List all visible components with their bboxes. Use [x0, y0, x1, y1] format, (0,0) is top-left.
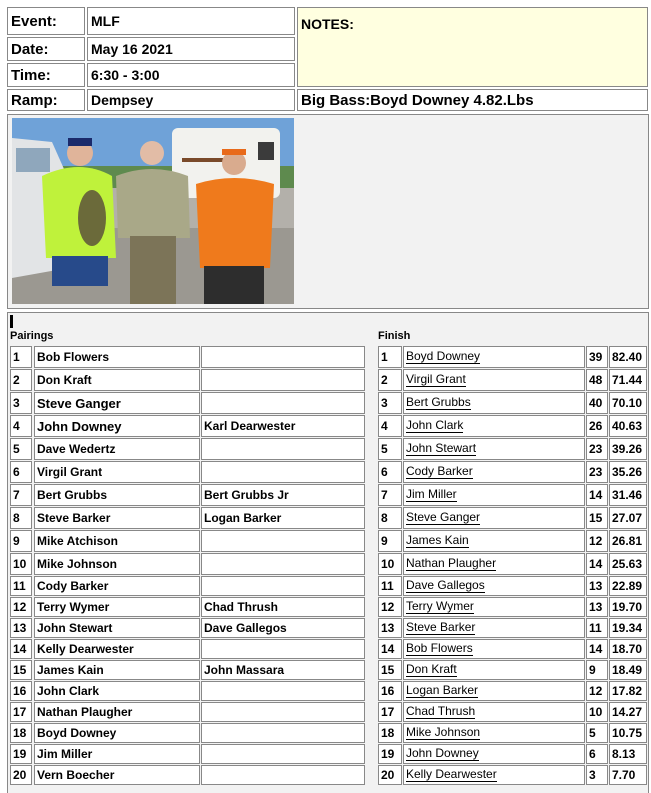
finish-points: 23: [586, 461, 608, 483]
time-value: 6:30 - 3:00: [87, 63, 295, 87]
pair-angler-2: John Massara: [201, 660, 365, 680]
pair-number: 16: [10, 681, 32, 701]
table-row: [8, 369, 650, 392]
table-row: [8, 484, 650, 507]
finish-place: 8: [378, 507, 402, 529]
finish-total: 14.27: [609, 702, 647, 722]
finish-total: 19.34: [609, 618, 647, 638]
photo-panel: [7, 114, 649, 309]
finish-total: 26.81: [609, 530, 647, 552]
pair-number: 4: [10, 415, 32, 437]
pair-number: 2: [10, 369, 32, 391]
date-value: May 16 2021: [87, 37, 295, 61]
finish-total: 19.70: [609, 597, 647, 617]
finish-total: 7.70: [609, 765, 647, 785]
table-row: [8, 507, 650, 530]
table-row: [8, 530, 650, 553]
finish-points: 12: [586, 681, 608, 701]
finish-points: 13: [586, 597, 608, 617]
finish-angler: [403, 369, 585, 391]
finish-angler: [403, 346, 585, 368]
pairings-heading: Pairings: [10, 330, 54, 342]
finish-points: 13: [586, 576, 608, 596]
event-label: Event:: [7, 7, 85, 35]
finish-points: 48: [586, 369, 608, 391]
finish-angler: [403, 576, 585, 596]
finish-angler: [403, 392, 585, 414]
pair-angler-1: Boyd Downey: [34, 723, 200, 743]
finish-points: 14: [586, 639, 608, 659]
results-panel: [7, 312, 649, 793]
pair-angler-1: Terry Wymer: [34, 597, 200, 617]
finish-place: 12: [378, 597, 402, 617]
pair-angler-1: John Clark: [34, 681, 200, 701]
pair-number: 18: [10, 723, 32, 743]
pair-number: 20: [10, 765, 32, 785]
pair-angler-1: John Stewart: [34, 618, 200, 638]
big-bass: Big Bass:Boyd Downey 4.82.Lbs: [297, 89, 648, 111]
finish-place: 5: [378, 438, 402, 460]
finish-points: 40: [586, 392, 608, 414]
finish-place: 1: [378, 346, 402, 368]
finish-angler: [403, 484, 585, 506]
table-row: [8, 415, 650, 438]
finish-place: 11: [378, 576, 402, 596]
notes-label: NOTES:: [301, 16, 354, 32]
finish-angler: [403, 639, 585, 659]
text-cursor: [10, 315, 13, 328]
finish-angler-name: Mike Johnson: [406, 725, 481, 739]
finish-angler-name: Don Kraft: [406, 662, 457, 676]
finish-points: 39: [586, 346, 608, 368]
finish-points: 10: [586, 702, 608, 722]
table-row: [8, 681, 650, 702]
pair-number: 6: [10, 461, 32, 483]
finish-place: 19: [378, 744, 402, 764]
finish-angler-name: John Clark: [406, 418, 464, 432]
finish-total: 22.89: [609, 576, 647, 596]
table-row: [8, 438, 650, 461]
event-value: MLF: [87, 7, 295, 35]
finish-place: 20: [378, 765, 402, 785]
finish-points: 6: [586, 744, 608, 764]
date-label: Date:: [7, 37, 85, 61]
finish-angler: [403, 723, 585, 743]
pair-angler-1: John Downey: [34, 415, 200, 437]
finish-angler-name: Boyd Downey: [406, 349, 481, 363]
finish-angler-name: Cody Barker: [406, 464, 473, 478]
finish-angler-name: Dave Gallegos: [406, 578, 485, 592]
pair-number: 7: [10, 484, 32, 506]
pair-number: 1: [10, 346, 32, 368]
finish-place: 4: [378, 415, 402, 437]
table-row: [8, 702, 650, 723]
finish-points: 15: [586, 507, 608, 529]
finish-total: 82.40: [609, 346, 647, 368]
table-row: [8, 392, 650, 415]
pair-angler-1: Don Kraft: [34, 369, 200, 391]
finish-total: 71.44: [609, 369, 647, 391]
finish-angler: [403, 744, 585, 764]
pair-angler-1: Bob Flowers: [34, 346, 200, 368]
finish-angler: [403, 553, 585, 575]
finish-angler-name: Chad Thrush: [406, 704, 476, 718]
table-row: [8, 576, 650, 597]
pair-angler-1: Steve Ganger: [34, 392, 200, 414]
pair-angler-1: Dave Wedertz: [34, 438, 200, 460]
finish-total: 39.26: [609, 438, 647, 460]
finish-angler-name: Virgil Grant: [406, 372, 466, 386]
pair-number: 12: [10, 597, 32, 617]
pair-angler-2: Logan Barker: [201, 507, 365, 529]
table-row: [8, 744, 650, 765]
pair-number: 3: [10, 392, 32, 414]
pair-angler-1: Mike Atchison: [34, 530, 200, 552]
finish-angler: [403, 415, 585, 437]
finish-total: 35.26: [609, 461, 647, 483]
pair-number: 14: [10, 639, 32, 659]
finish-points: 14: [586, 553, 608, 575]
finish-place: 9: [378, 530, 402, 552]
finish-points: 5: [586, 723, 608, 743]
finish-points: 12: [586, 530, 608, 552]
finish-angler-name: Nathan Plaugher: [406, 556, 497, 570]
finish-angler-name: Steve Barker: [406, 620, 476, 634]
pair-angler-1: Jim Miller: [34, 744, 200, 764]
finish-place: 15: [378, 660, 402, 680]
finish-angler-name: Terry Wymer: [406, 599, 474, 613]
pair-angler-2: Chad Thrush: [201, 597, 365, 617]
pair-angler-1: Steve Barker: [34, 507, 200, 529]
finish-angler: [403, 618, 585, 638]
ramp-value: Dempsey: [87, 89, 295, 111]
finish-points: 11: [586, 618, 608, 638]
pair-angler-1: James Kain: [34, 660, 200, 680]
finish-total: 10.75: [609, 723, 647, 743]
table-row: [8, 597, 650, 618]
table-row: [8, 723, 650, 744]
finish-total: 8.13: [609, 744, 647, 764]
finish-angler: [403, 507, 585, 529]
finish-angler: [403, 597, 585, 617]
finish-total: 40.63: [609, 415, 647, 437]
finish-angler-name: John Stewart: [406, 441, 477, 455]
finish-total: 27.07: [609, 507, 647, 529]
finish-angler-name: James Kain: [406, 533, 469, 547]
finish-total: 18.70: [609, 639, 647, 659]
finish-total: 18.49: [609, 660, 647, 680]
table-row: [8, 765, 650, 786]
table-row: [8, 618, 650, 639]
finish-place: 18: [378, 723, 402, 743]
finish-angler-name: Bert Grubbs: [406, 395, 471, 409]
pair-number: 8: [10, 507, 32, 529]
finish-angler-name: Jim Miller: [406, 487, 457, 501]
finish-place: 17: [378, 702, 402, 722]
pair-angler-1: Bert Grubbs: [34, 484, 200, 506]
finish-angler-name: Bob Flowers: [406, 641, 473, 655]
pair-number: 19: [10, 744, 32, 764]
event-header: [5, 5, 650, 113]
finish-points: 9: [586, 660, 608, 680]
pair-angler-1: Cody Barker: [34, 576, 200, 596]
finish-angler-name: John Downey: [406, 746, 479, 760]
ramp-label: Ramp:: [7, 89, 85, 111]
pair-number: 13: [10, 618, 32, 638]
finish-angler: [403, 438, 585, 460]
table-row: [8, 639, 650, 660]
pair-number: 11: [10, 576, 32, 596]
finish-total: 25.63: [609, 553, 647, 575]
time-label: Time:: [7, 63, 85, 87]
table-row: [8, 461, 650, 484]
finish-place: 6: [378, 461, 402, 483]
pair-angler-1: Virgil Grant: [34, 461, 200, 483]
finish-angler-name: Logan Barker: [406, 683, 479, 697]
finish-angler: [403, 660, 585, 680]
finish-place: 2: [378, 369, 402, 391]
pair-angler-2: Bert Grubbs Jr: [201, 484, 365, 506]
finish-place: 13: [378, 618, 402, 638]
pair-angler-2: Dave Gallegos: [201, 618, 365, 638]
finish-place: 3: [378, 392, 402, 414]
finish-heading: Finish: [378, 330, 411, 342]
finish-total: 31.46: [609, 484, 647, 506]
finish-total: 70.10: [609, 392, 647, 414]
finish-points: 14: [586, 484, 608, 506]
table-row: [8, 660, 650, 681]
finish-place: 16: [378, 681, 402, 701]
finish-angler: [403, 702, 585, 722]
finish-points: 23: [586, 438, 608, 460]
finish-total: 17.82: [609, 681, 647, 701]
finish-angler: [403, 765, 585, 785]
table-row: [8, 346, 650, 369]
finish-points: 3: [586, 765, 608, 785]
pair-number: 15: [10, 660, 32, 680]
pair-number: 9: [10, 530, 32, 552]
finish-angler: [403, 461, 585, 483]
finish-angler: [403, 681, 585, 701]
table-row: [8, 553, 650, 576]
pair-number: 5: [10, 438, 32, 460]
notes-box: [297, 7, 648, 87]
pair-angler-1: Mike Johnson: [34, 553, 200, 575]
finish-angler: [403, 530, 585, 552]
pair-angler-1: Vern Boecher: [34, 765, 200, 785]
pair-angler-2: Karl Dearwester: [201, 415, 365, 437]
pair-angler-1: Nathan Plaugher: [34, 702, 200, 722]
pair-number: 10: [10, 553, 32, 575]
finish-angler-name: Steve Ganger: [406, 510, 481, 524]
finish-place: 7: [378, 484, 402, 506]
pair-number: 17: [10, 702, 32, 722]
finish-angler-name: Kelly Dearwester: [406, 767, 497, 781]
finish-place: 14: [378, 639, 402, 659]
finish-points: 26: [586, 415, 608, 437]
team-photo-icon: [12, 118, 294, 304]
finish-place: 10: [378, 553, 402, 575]
pair-angler-1: Kelly Dearwester: [34, 639, 200, 659]
